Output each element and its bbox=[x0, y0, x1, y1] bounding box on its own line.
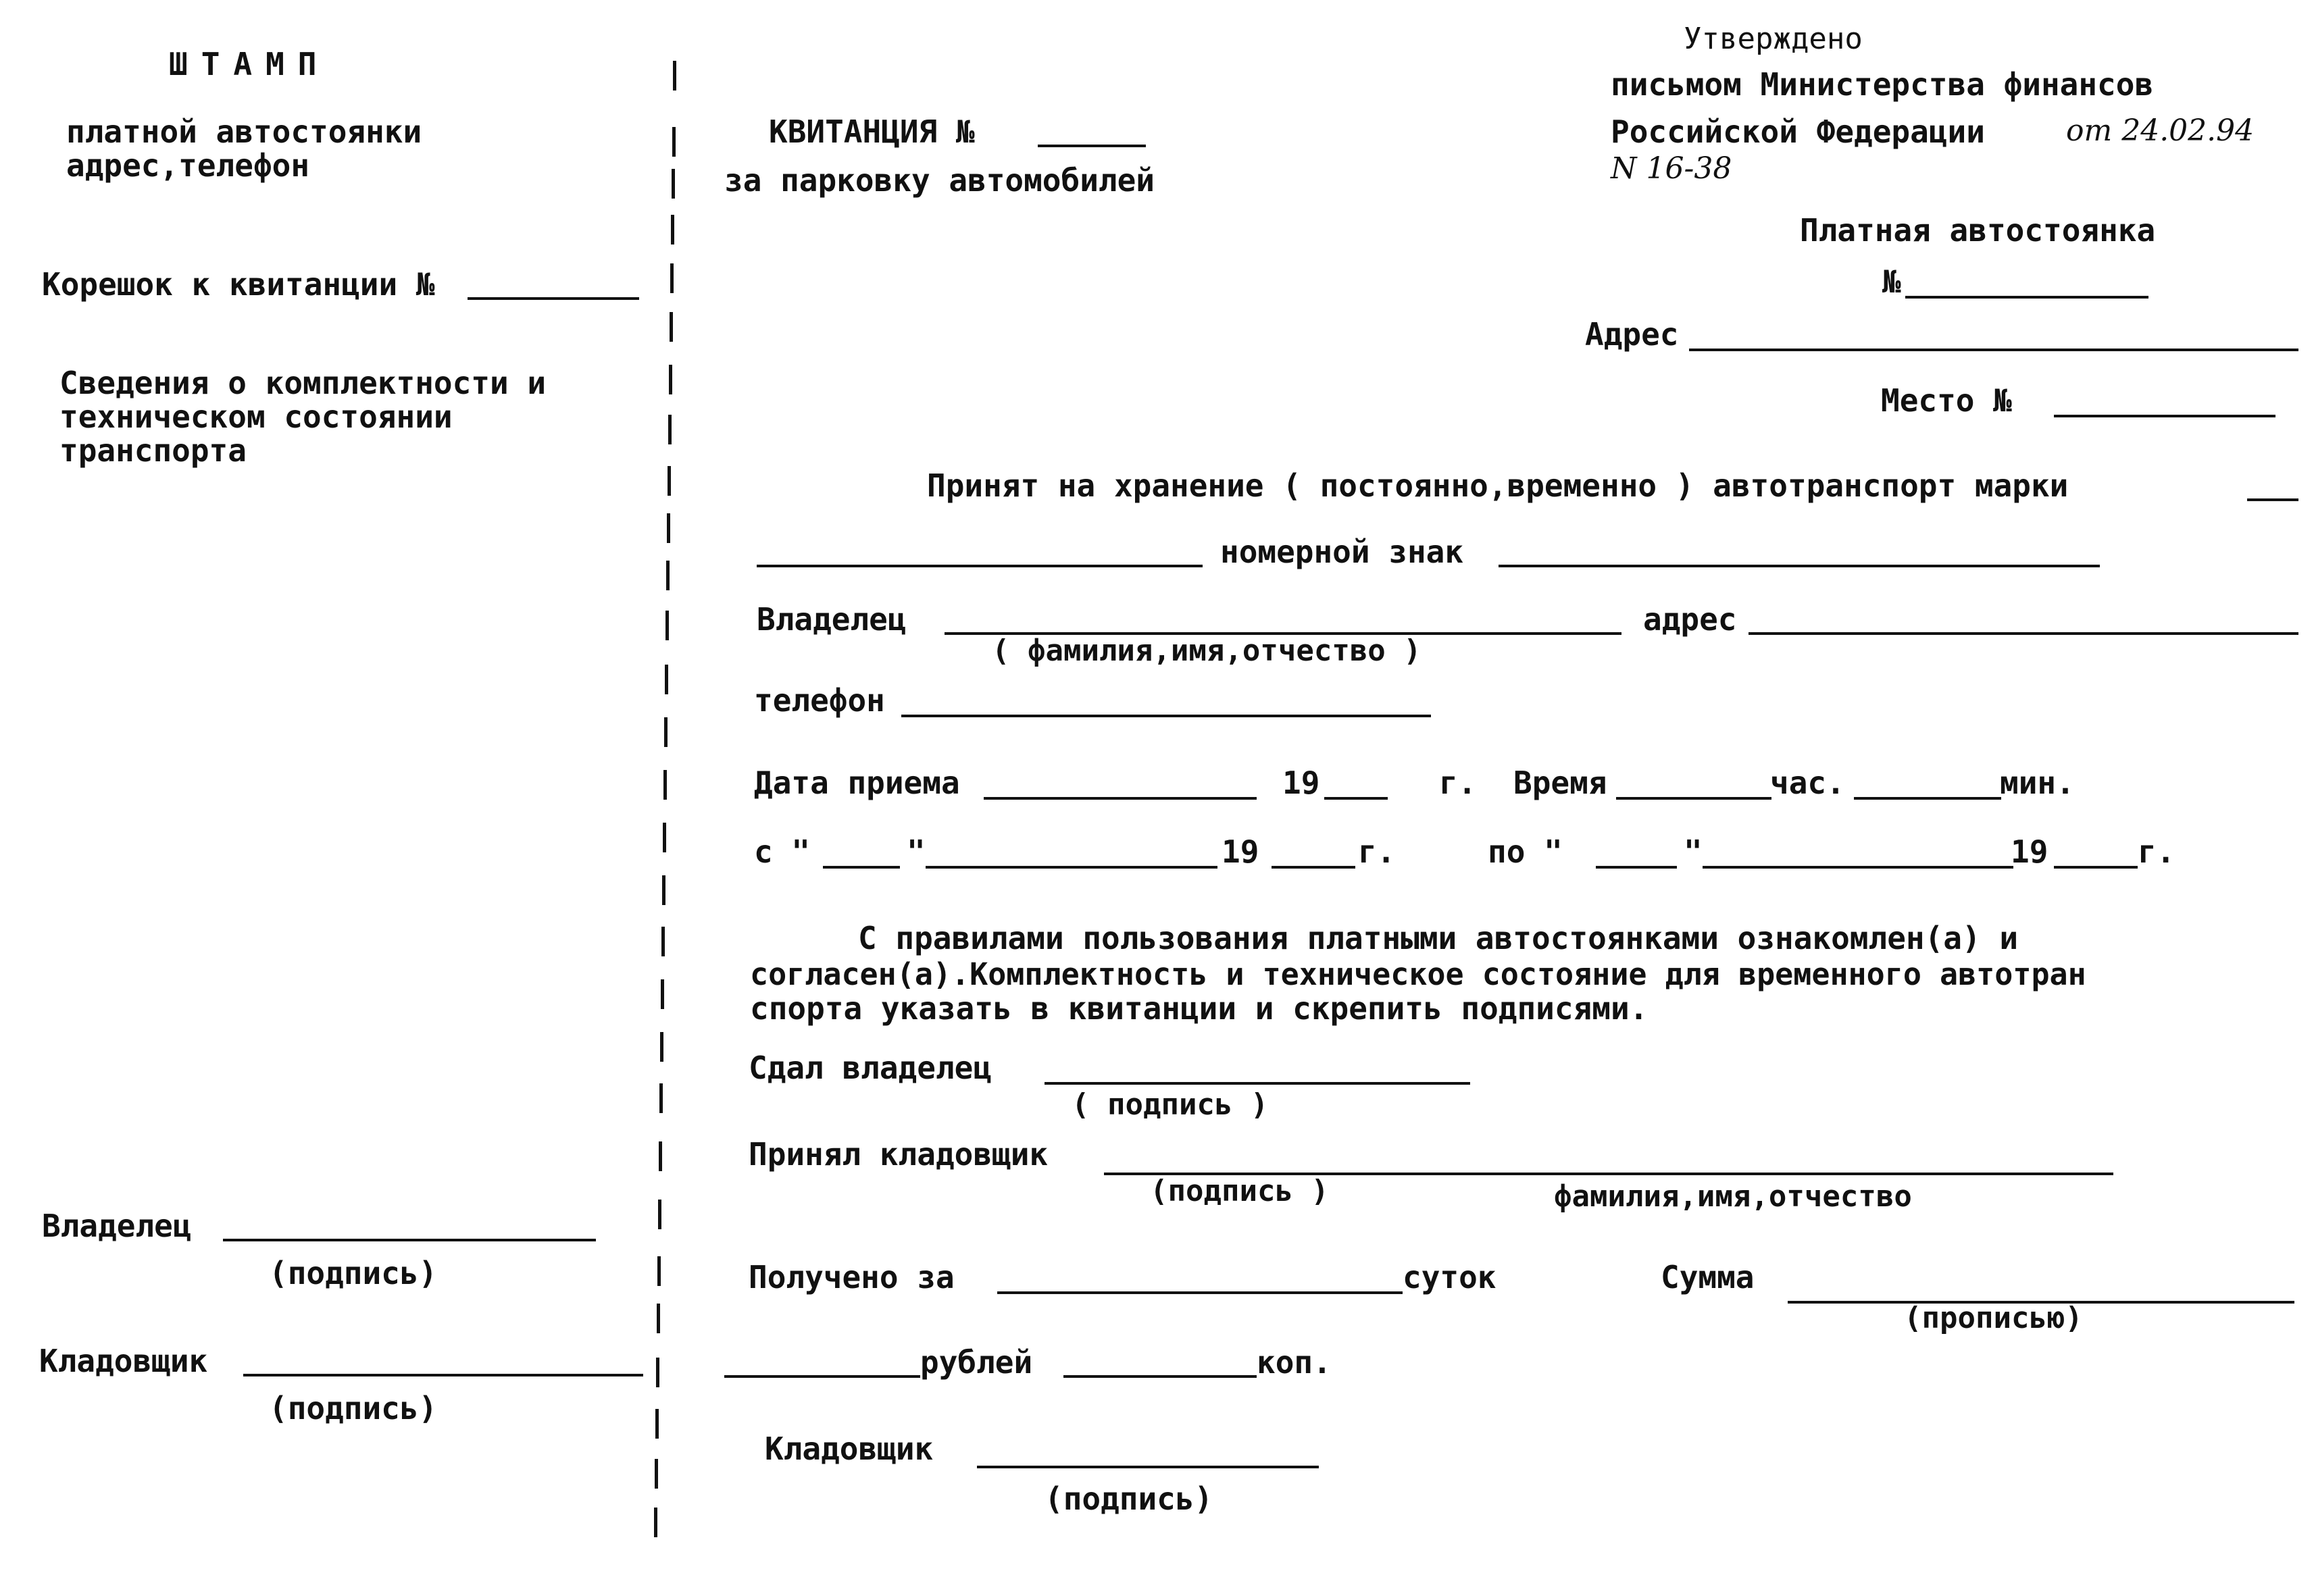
phone-label: телефон bbox=[754, 682, 885, 719]
hours-field[interactable] bbox=[1616, 797, 1771, 800]
owner-label: Владелец bbox=[757, 601, 907, 638]
kopecks-field[interactable] bbox=[1063, 1375, 1257, 1378]
lot-address-label: Адрес bbox=[1585, 316, 1679, 353]
period-to-label: по " bbox=[1488, 833, 1563, 870]
keeper-caption: (подпись) bbox=[1045, 1481, 1213, 1517]
rubles-field[interactable] bbox=[724, 1375, 920, 1378]
stub-parking-line: платной автостоянки bbox=[66, 113, 422, 150]
handed-signature-field[interactable] bbox=[1045, 1082, 1470, 1085]
from-day-field[interactable] bbox=[823, 866, 900, 869]
plate-label: номерной знак bbox=[1220, 534, 1464, 570]
from-month-field[interactable] bbox=[926, 866, 1217, 869]
minutes-field[interactable] bbox=[1854, 797, 2001, 800]
approval-line: письмом Министерства финансов bbox=[1611, 66, 2154, 103]
keeper-signature-field[interactable] bbox=[977, 1466, 1319, 1468]
to-day-field[interactable] bbox=[1596, 866, 1677, 869]
stub-keeper-signature-caption: (подпись) bbox=[269, 1390, 438, 1426]
rules-text: спорта указать в квитанции и скрепить подписями. bbox=[750, 990, 1649, 1027]
rules-text: С правилами пользования платными автостоянками ознакомлен(а) и bbox=[858, 920, 2019, 956]
stub-receipt-label: Корешок к квитанции № bbox=[42, 266, 435, 303]
stub-owner-label: Владелец bbox=[42, 1208, 192, 1244]
approval-line: Российской Федерации bbox=[1611, 113, 1985, 150]
vehicle-make-field[interactable] bbox=[2247, 498, 2298, 501]
owner-address-label: адрес bbox=[1643, 601, 1737, 638]
stub-address-line: адрес,телефон bbox=[66, 147, 310, 184]
rubles-label: рублей bbox=[920, 1344, 1033, 1381]
receipt-title: КВИТАНЦИЯ № bbox=[769, 113, 975, 150]
year-suffix: г. bbox=[1439, 765, 1477, 801]
minutes-label: мин. bbox=[2000, 765, 2075, 801]
receipt-number-field[interactable] bbox=[1038, 145, 1146, 147]
phone-field[interactable] bbox=[901, 715, 1431, 717]
lot-place-field[interactable] bbox=[2054, 415, 2275, 417]
paid-label: Получено за bbox=[749, 1259, 955, 1295]
rules-text: согласен(а).Комплектность и техническое состояние для временного автотран bbox=[750, 956, 2086, 992]
year-suffix: г. bbox=[2138, 833, 2175, 870]
stub-owner-signature-caption: (подпись) bbox=[269, 1255, 438, 1291]
from-year-field[interactable] bbox=[1272, 866, 1355, 869]
stub-info-line: транспорта bbox=[59, 432, 247, 469]
approval-line: Утверждено bbox=[1684, 22, 1863, 56]
received-signature-caption: (подпись ) bbox=[1150, 1174, 1329, 1208]
keeper-label: Кладовщик bbox=[765, 1431, 934, 1467]
owner-name-caption: ( фамилия,имя,отчество ) bbox=[992, 634, 1422, 668]
sum-label: Сумма bbox=[1661, 1259, 1755, 1295]
to-year-field[interactable] bbox=[2054, 866, 2138, 869]
year-suffix: г. bbox=[1358, 833, 1396, 870]
owner-address-field[interactable] bbox=[1749, 632, 2298, 635]
accepted-text: Принят на хранение ( постоянно,временно ) автотранспорт марки bbox=[927, 467, 2069, 504]
vehicle-make-field-continued[interactable] bbox=[757, 565, 1203, 567]
approval-number-handwritten: N 16-38 bbox=[1611, 151, 1732, 186]
period-from-quote: " bbox=[907, 833, 926, 870]
stub-info-line: Сведения о комплектности и bbox=[59, 365, 547, 401]
lot-title: Платная автостоянка bbox=[1800, 212, 2156, 249]
stub-keeper-label: Кладовщик bbox=[39, 1343, 208, 1379]
period-to-quote: " bbox=[1684, 833, 1703, 870]
period-from-label: с " bbox=[754, 833, 811, 870]
date-label: Дата приема bbox=[754, 765, 960, 801]
handed-caption: ( подпись ) bbox=[1072, 1087, 1269, 1122]
days-label: суток bbox=[1403, 1259, 1496, 1295]
handed-label: Сдал владелец bbox=[749, 1050, 992, 1086]
stub-info-line: техническом состоянии bbox=[59, 398, 453, 435]
year-field[interactable] bbox=[1324, 797, 1388, 800]
lot-number-label: № bbox=[1882, 263, 1901, 300]
receipt-subtitle: за парковку автомобилей bbox=[724, 162, 1155, 199]
year-prefix: 19 bbox=[1282, 765, 1320, 801]
kopecks-label: коп. bbox=[1257, 1344, 1332, 1381]
year-prefix: 19 bbox=[1222, 833, 1259, 870]
year-prefix: 19 bbox=[2011, 833, 2048, 870]
received-label: Принял кладовщик bbox=[749, 1136, 1049, 1173]
received-name-caption: фамилия,имя,отчество bbox=[1554, 1179, 1912, 1214]
approval-date-handwritten: от 24.02.94 bbox=[2066, 113, 2255, 148]
hours-label: час. bbox=[1770, 765, 1845, 801]
date-field[interactable] bbox=[984, 797, 1257, 800]
stamp-heading: ШТАМП bbox=[169, 46, 330, 82]
lot-number-field[interactable] bbox=[1905, 296, 2148, 299]
stub-owner-signature-field[interactable] bbox=[223, 1239, 596, 1241]
plate-number-field[interactable] bbox=[1499, 565, 2100, 567]
days-field[interactable] bbox=[997, 1291, 1403, 1294]
stub-keeper-signature-field[interactable] bbox=[243, 1374, 643, 1376]
sum-caption: (прописью) bbox=[1904, 1301, 2083, 1335]
time-label: Время bbox=[1513, 765, 1607, 801]
stub-receipt-number-field[interactable] bbox=[468, 297, 639, 300]
lot-place-label: Место № bbox=[1881, 382, 2012, 419]
lot-address-field[interactable] bbox=[1689, 349, 2298, 351]
to-month-field[interactable] bbox=[1703, 866, 2013, 869]
